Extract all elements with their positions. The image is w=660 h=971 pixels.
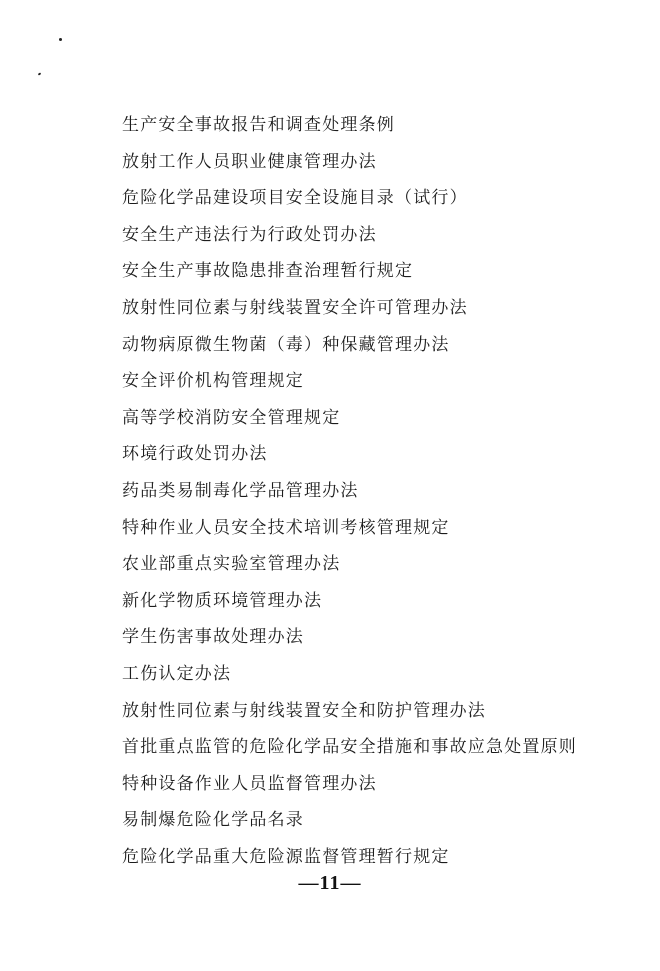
list-item: 特种作业人员安全技术培训考核管理规定 xyxy=(122,517,450,538)
list-item: 环境行政处罚办法 xyxy=(122,444,268,465)
list-item: 工伤认定办法 xyxy=(122,663,232,684)
scan-speck xyxy=(38,72,42,75)
list-item: 首批重点监管的危险化学品安全措施和事故应急处置原则 xyxy=(122,737,577,758)
list-item: 易制爆危险化学品名录 xyxy=(122,810,304,831)
list-item: 放射性同位素与射线装置安全许可管理办法 xyxy=(122,297,468,318)
list-item: 农业部重点实验室管理办法 xyxy=(122,554,341,575)
list-item: 安全生产违法行为行政处罚办法 xyxy=(122,224,377,245)
list-item: 危险化学品重大危险源监督管理暂行规定 xyxy=(122,846,450,867)
list-item: 新化学物质环境管理办法 xyxy=(122,590,323,611)
list-item: 特种设备作业人员监督管理办法 xyxy=(122,773,377,794)
list-item: 危险化学品建设项目安全设施目录（试行） xyxy=(122,188,468,209)
list-item: 学生伤害事故处理办法 xyxy=(122,627,304,648)
list-item: 放射工作人员职业健康管理办法 xyxy=(122,151,377,172)
list-item: 高等学校消防安全管理规定 xyxy=(122,407,341,428)
regulation-list xyxy=(122,111,577,879)
list-item: 动物病原微生物菌（毒）种保藏管理办法 xyxy=(122,334,450,355)
page-number: —11— xyxy=(298,872,362,894)
scan-speck xyxy=(59,38,62,41)
list-item: 安全生产事故隐患排查治理暂行规定 xyxy=(122,261,414,282)
list-item: 药品类易制毒化学品管理办法 xyxy=(122,480,359,501)
list-item: 生产安全事故报告和调查处理条例 xyxy=(122,115,395,135)
list-item: 放射性同位素与射线装置安全和防护管理办法 xyxy=(122,700,486,721)
list-item: 安全评价机构管理规定 xyxy=(122,371,304,392)
